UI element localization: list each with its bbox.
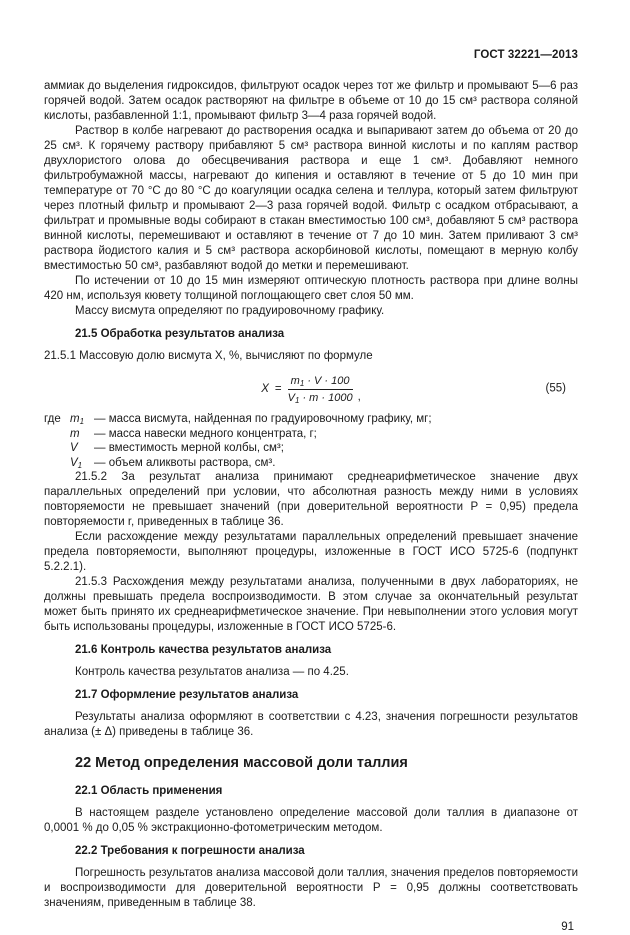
variable-row-v1 [44, 456, 578, 471]
variable-row-m [44, 427, 578, 442]
variable-term: $V_1$ [70, 456, 83, 470]
formula-comma: , [357, 391, 361, 403]
variable-term: m [70, 427, 80, 440]
variable-row-m1 [44, 412, 578, 427]
heading-21-7: 21.7 Оформление результатов анализа [75, 689, 299, 701]
paragraph-22-1: В настоящем разделе установлено определение массовой доли таллия в диапазоне от 0,0001 % до 0,05 % экстракционно-фотометрическим методом. [44, 807, 578, 834]
document-header-standard-number: ГОСТ 32221—2013 [473, 49, 578, 61]
paragraph-solution-procedure: Раствор в колбе нагревают до растворения осадка и выпаривают затем до объема от 20 до 25 см³. К горячему раствору прибавляют 5 см³ раствора винной кислоты и по каплям раствор двухлористого олова до обесцвечивания раствора и еще 1 см³. Добавляют немного фильтробумажной массы, нагревают до кипения и оставляют в течение от 5 до 10 мин при температуре от 70 °С до 80 °С до коагуляции осадка селена и теллура, который затем фильтруют через плотный фильтр и промывают 2—3 раза горячей водой. Фильтр с осадком отбрасывают, а фильтрат и промывные воды собирают в стакан вместимостью 100 см³, добавляют 5 см³ раствора винной кислоты, перемешивают и оставляют в течение от 7 до 10 мин. Затем приливают 3 см³ раствора йодистого калия и 5 см³ раствора аскорбиновой кислоты, помещают в мерную колбу вместимостью 50 см³, разбавляют водой до метки и перемешивают. [44, 125, 578, 272]
heading-22-2: 22.2 Требования к погрешности анализа [75, 845, 305, 857]
formula-variables-list [44, 412, 578, 470]
variable-definition: — объем аликвоты раствора, см³. [94, 456, 276, 469]
formula-fraction [288, 374, 353, 405]
heading-21-5: 21.5 Обработка результатов анализа [75, 328, 285, 340]
formula-lhs: X [261, 382, 269, 395]
paragraph-discrepancy-procedure: Если расхождение между результатами параллельных определений превышает значение предела повторяемости, выполняют процедуры, изложенные в ГОСТ ИСО 5725-6 (подпункт 5.2.2.1). [44, 531, 578, 573]
variable-definition: — вместимость мерной колбы, см³; [94, 442, 284, 454]
formula-equals-sign: = [274, 382, 282, 395]
variable-term: $m_1$ [70, 413, 85, 426]
variable-row-v [44, 441, 578, 456]
variable-definition: — масса висмута, найденная по градуировочному графику, мг; [94, 413, 432, 425]
paragraph-21-7: Результаты анализа оформляют в соответствии с 4.23, значения погрешности результатов анализа (± Δ) приведены в таблице 36. [44, 711, 578, 738]
paragraph-21-5-2: 21.5.2 За результат анализа принимают среднеарифметическое значение двух параллельных определений при условии, что абсолютная разность между ними в условиях повторяемости не превышает значений (при доверительной вероятности P = 0,95) предела повторяемости r, приведенных в таблице 36. [44, 471, 578, 528]
formula-denominator: $V_1 \cdot m \cdot 1000$ [287, 391, 353, 405]
paragraph-21-5-1: 21.5.1 Массовую долю висмута X, %, вычисляют по формуле [44, 350, 373, 362]
heading-21-6: 21.6 Контроль качества результатов анализа [75, 644, 332, 656]
page-number: 91 [561, 921, 574, 933]
paragraph-bismuth-mass: Массу висмута определяют по градуировочному графику. [75, 305, 385, 317]
variables-intro-word: где [44, 413, 61, 425]
formula-number-label: (55) [545, 382, 566, 395]
heading-section-22: 22 Метод определения массовой доли таллия [75, 755, 408, 771]
variable-definition: — масса навески медного концентрата, г; [94, 427, 317, 440]
paragraph-21-6: Контроль качества результатов анализа — по 4.25. [75, 666, 349, 678]
paragraph-continuation-ammonia: аммиак до выделения гидроксидов, фильтруют осадок через тот же фильтр и промывают 5—6 раз горячей водой. Затем осадок растворяют на фильтре в объеме от 10 до 15 см³ раствора соляной кислоты, разбавленной 1:1, промывают фильтр 3—4 раза горячей водой. [44, 80, 578, 122]
formula-numerator: $m_1 \cdot V \cdot 100$ [288, 374, 353, 390]
paragraph-optical-density: По истечении от 10 до 15 мин измеряют оптическую плотность раствора при длине волны 420 нм, используя кювету толщиной поглощающего свет слоя 50 мм. [44, 275, 578, 302]
paragraph-22-2: Погрешность результатов анализа массовой доли таллия, значения пределов повторяемости и воспроизводимости для доверительной вероятности P = 0,95 должны соответствовать значениям, приведенным в таблице 38. [44, 867, 578, 909]
variable-term: V [70, 442, 78, 454]
paragraph-21-5-3: 21.5.3 Расхождения между результатами анализа, полученными в двух лабораториях, не должны превышать предела воспроизводимости. В этом случае за окончательный результат может быть принято их среднеарифметическое значение. При невыполнении этого условия могут быть использованы процедуры, изложенные в ГОСТ ИСО 5725-6. [44, 576, 578, 633]
formula-55 [44, 373, 578, 405]
heading-22-1: 22.1 Область применения [75, 785, 223, 797]
